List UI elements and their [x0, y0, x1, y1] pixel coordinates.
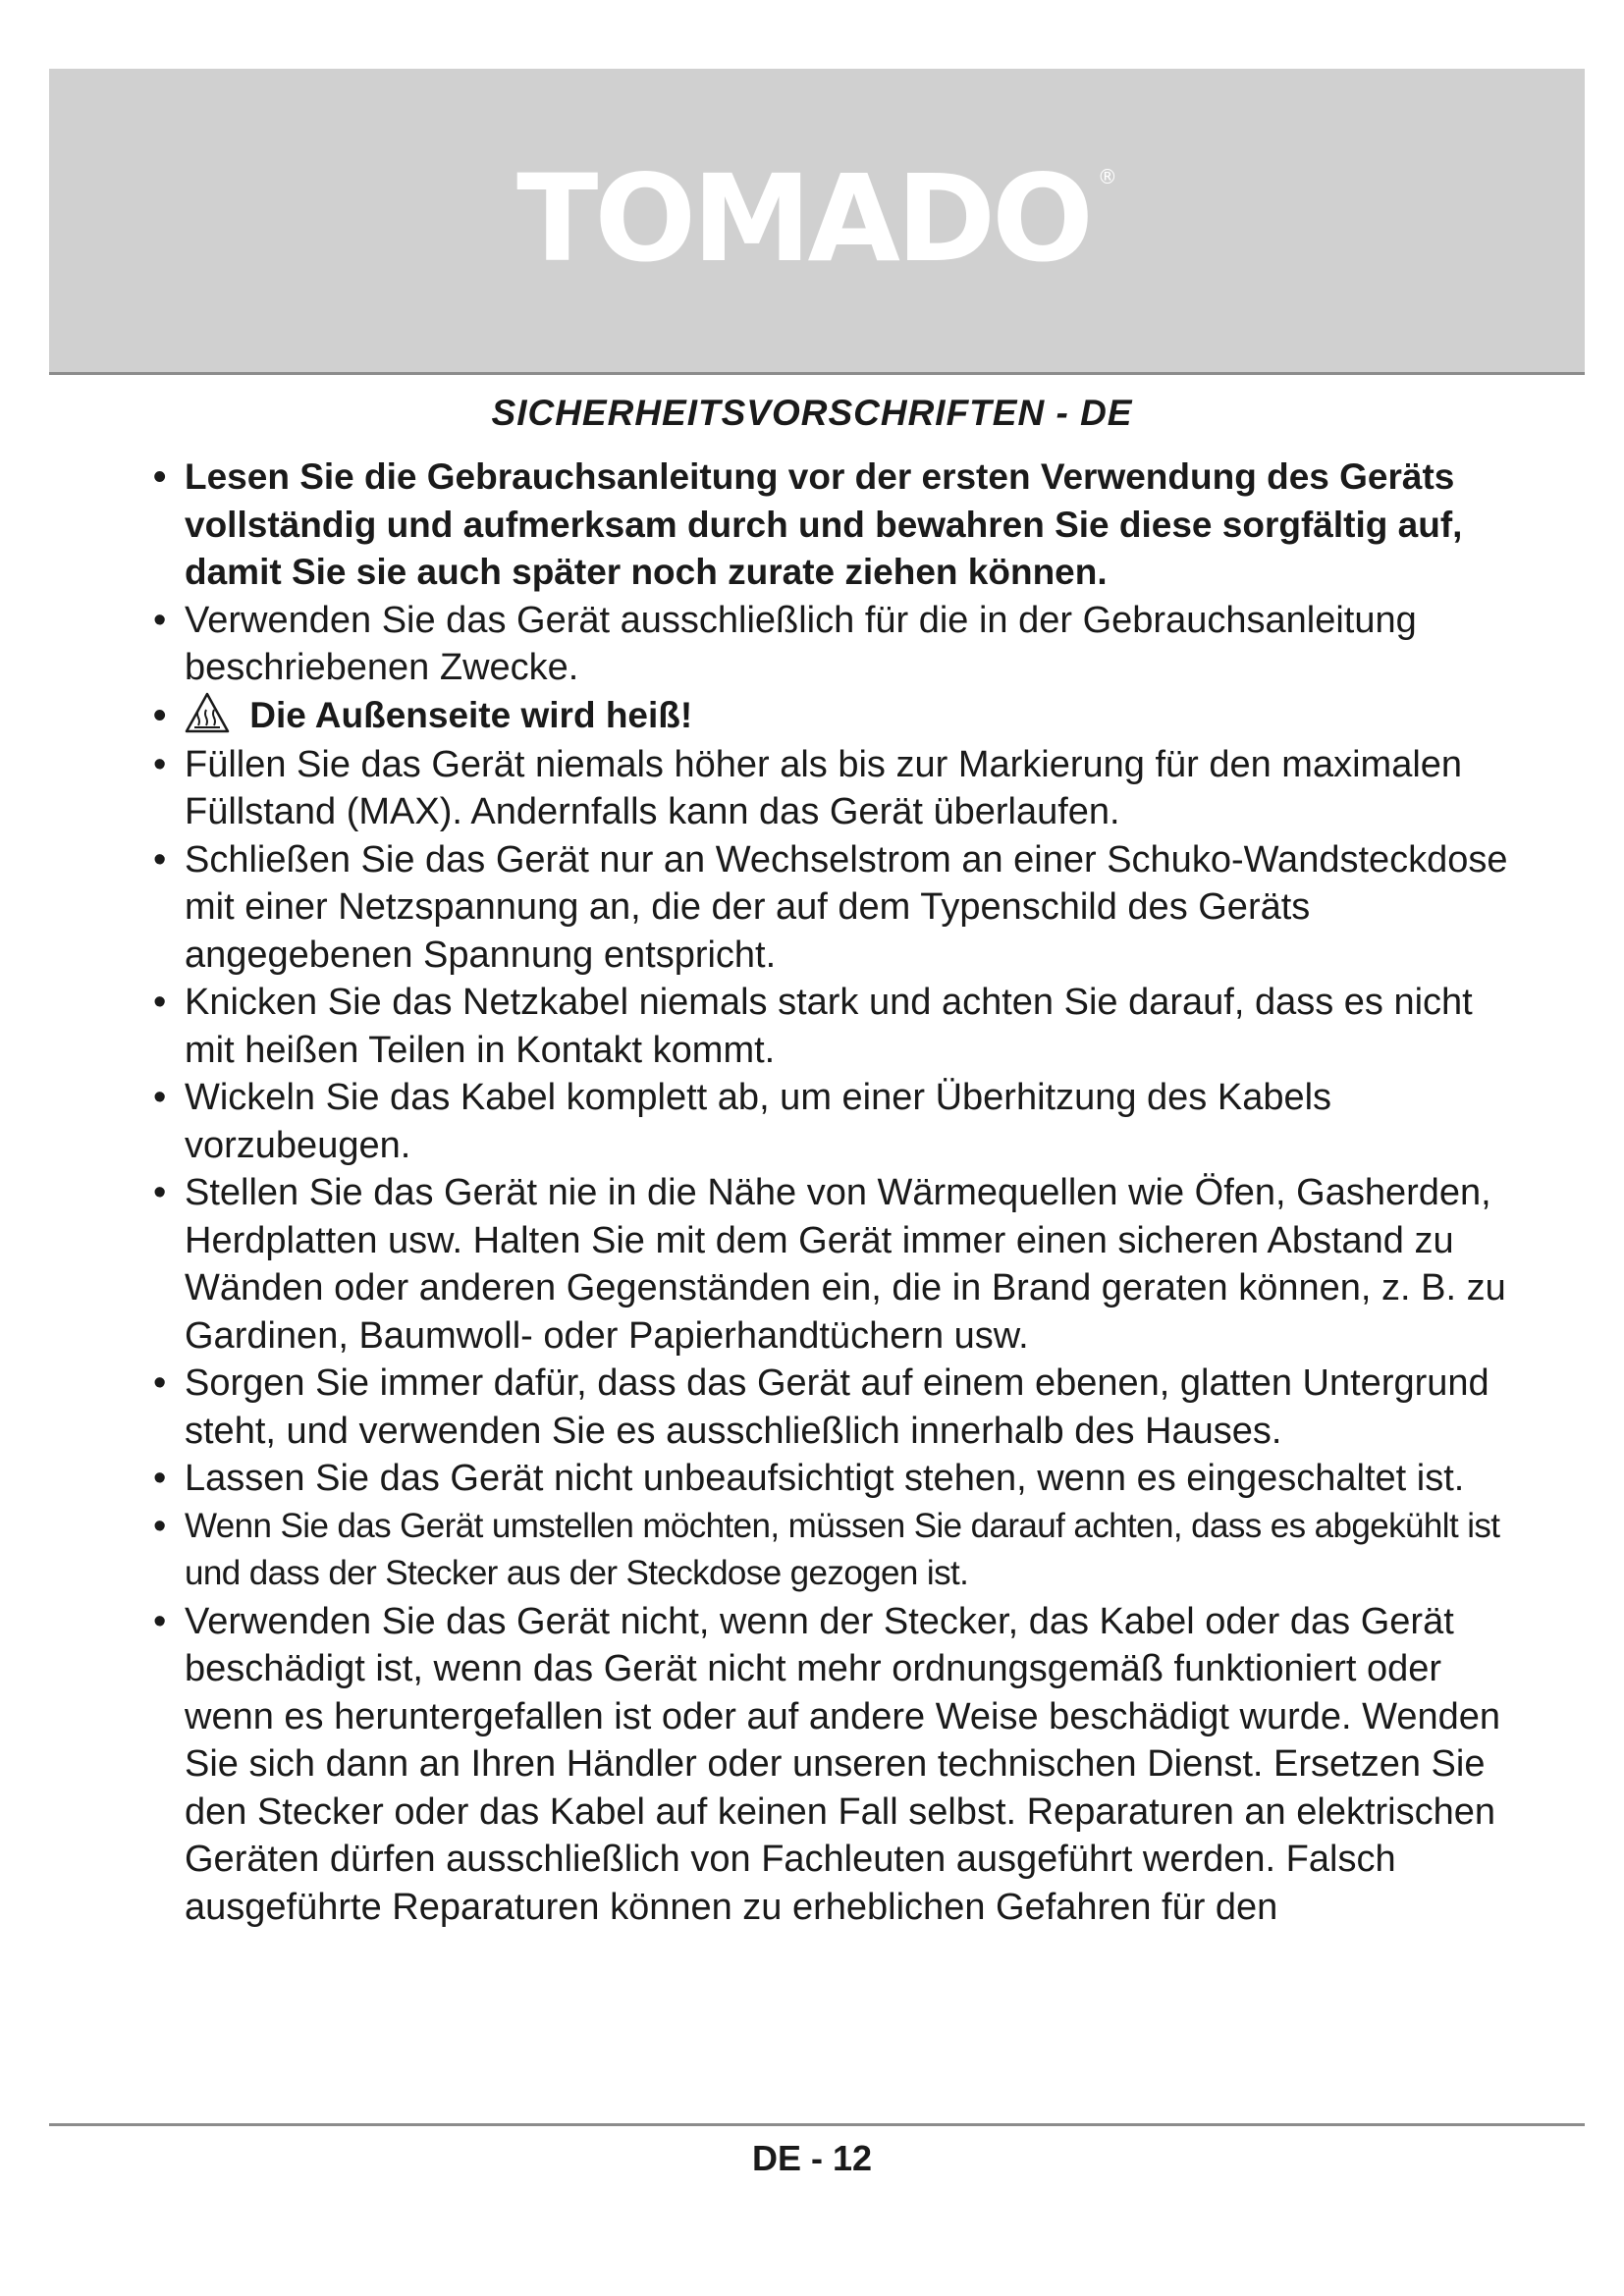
rule-text: Stellen Sie das Gerät nie in die Nähe von Wärmequellen wie Öfen, Gasherden, Herdplatten usw. Halten Sie mit dem Gerät immer einen sicheren Abstand zu Wänden oder anderen Gegenständen ein, die in Brand geraten können, z. B. zu Gardinen, Baumwoll- oder Papierhandtüchern usw.	[185, 1172, 1506, 1357]
bullet-icon: •	[153, 694, 167, 736]
rule-text: Wickeln Sie das Kabel komplett ab, um einer Überhitzung des Kabels vorzubeugen.	[185, 1077, 1332, 1166]
rule-item	[0, 836, 1624, 980]
bullet-icon: •	[153, 838, 167, 881]
header-band	[49, 69, 1585, 375]
brand-name: TOMADO	[516, 149, 1090, 289]
rule-text: Verwenden Sie das Gerät nicht, wenn der Stecker, das Kabel oder das Gerät beschädigt ist, wenn das Gerät nicht mehr ordnungsgemäß funktioniert oder wenn es heruntergefallen ist oder auf andere Weise beschädigt wurde. Wenden Sie sich dann an Ihren Händler oder unseren technischen Dienst. Ersetzen Sie den Stecker oder das Kabel auf keinen Fall selbst. Reparaturen an elektrischen Geräten dürfen ausschließlich von Fachleuten ausgeführt werden. Falsch ausgeführte Reparaturen können zu erheblichen Gefahren für den	[185, 1600, 1501, 1928]
bullet-icon: •	[153, 743, 167, 785]
rule-item	[0, 1503, 1624, 1598]
bullet-icon: •	[153, 982, 167, 1023]
rule-item	[0, 979, 1624, 1074]
rule-text: Wenn Sie das Gerät umstellen möchten, müssen Sie darauf achten, dass es abgekühlt ist und dass der Stecker aus der Steckdose gezogen ist.	[185, 1506, 1500, 1592]
rule-text: Schließen Sie das Gerät nur an Wechselstrom an einer Schuko-Wandsteckdose mit einer Netzspannung an, die der auf dem Typenschild des Geräts angegebenen Spannung entspricht.	[185, 838, 1508, 976]
rule-item	[0, 1074, 1624, 1169]
bullet-icon: •	[153, 599, 167, 641]
registered-mark: ®	[1097, 165, 1117, 188]
rule-item	[0, 597, 1624, 692]
rule-text: Lassen Sie das Gerät nicht unbeaufsichtigt stehen, wenn es eingeschaltet ist.	[185, 1458, 1465, 1499]
bullet-icon: •	[153, 1077, 167, 1118]
rule-text: Die Außenseite wird heiß!	[249, 694, 693, 735]
bullet-icon: •	[153, 1458, 167, 1499]
rule-text: Sorgen Sie immer dafür, dass das Gerät auf einem ebenen, glatten Untergrund steht, und verwenden Sie es ausschließlich innerhalb des Hauses.	[185, 1362, 1489, 1452]
bullet-icon: •	[153, 1505, 166, 1547]
rule-text: Knicken Sie das Netzkabel niemals stark und achten Sie darauf, dass es nicht mit heißen Teilen in Kontakt kommt.	[185, 982, 1473, 1071]
rule-text: Lesen Sie die Gebrauchsanleitung vor der ersten Verwendung des Geräts vollständig und aufmerksam durch und bewahren Sie diese sorgfältig auf, damit Sie sie auch später noch zurate ziehen können.	[185, 456, 1463, 592]
bullet-icon: •	[153, 456, 167, 498]
page-number: DE - 12	[751, 2138, 873, 2178]
rule-text: Verwenden Sie das Gerät ausschließlich für die in der Gebrauchsanleitung beschriebenen Zwecke.	[185, 599, 1417, 688]
rule-item-hot-surface	[0, 692, 1624, 741]
rule-item	[0, 1169, 1624, 1360]
rule-text: Füllen Sie das Gerät niemals höher als bis zur Markierung für den maximalen Füllstand (MAX). Andernfalls kann das Gerät überlaufen.	[185, 743, 1463, 832]
rule-item	[0, 741, 1624, 836]
bullet-icon: •	[153, 1600, 167, 1642]
brand-logo	[49, 149, 1585, 289]
safety-rules-list	[0, 454, 1624, 1931]
rule-item	[0, 1455, 1624, 1503]
hot-surface-warning-icon	[185, 692, 230, 733]
section-title: SICHERHEITSVORSCHRIFTEN - DE	[491, 393, 1133, 433]
bullet-icon: •	[153, 1172, 167, 1213]
rule-item	[0, 454, 1624, 597]
rule-item	[0, 1598, 1624, 1932]
bullet-icon: •	[153, 1362, 167, 1404]
footer-divider	[49, 2123, 1585, 2126]
rule-item	[0, 1360, 1624, 1455]
